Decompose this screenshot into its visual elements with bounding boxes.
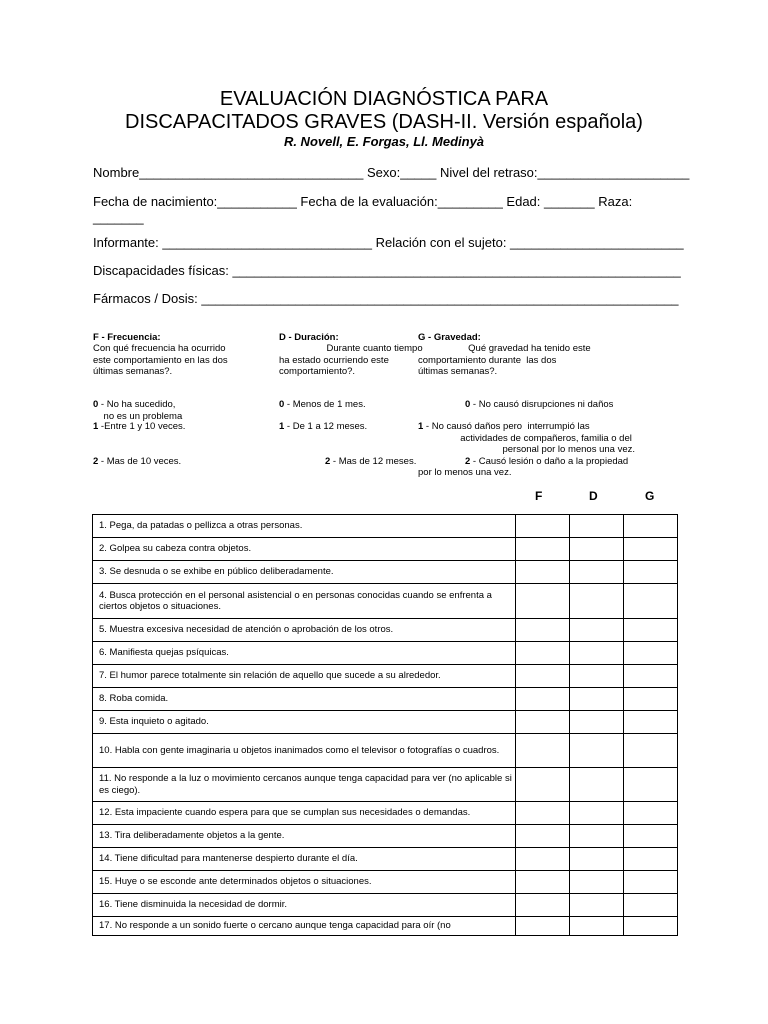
items-table xyxy=(92,514,678,936)
item-text: 13. Tira deliberadamente objetos a la gente. xyxy=(93,825,516,848)
item-row xyxy=(93,802,678,825)
item-row xyxy=(93,642,678,665)
answer-cell-d[interactable] xyxy=(570,561,624,584)
answer-cell-f[interactable] xyxy=(516,825,570,848)
answer-cell-f[interactable] xyxy=(516,871,570,894)
answer-cell-f[interactable] xyxy=(516,734,570,768)
answer-cell-f[interactable] xyxy=(516,538,570,561)
answer-cell-f[interactable] xyxy=(516,802,570,825)
answer-cell-g[interactable] xyxy=(624,515,678,538)
item-text: 15. Huye o se esconde ante determinados objetos o situaciones. xyxy=(93,871,516,894)
item-text: 11. No responde a la luz o movimiento cercanos aunque tenga capacidad para ver (no aplicable si es ciego). xyxy=(93,768,516,802)
item-text: 14. Tiene dificultad para mantenerse despierto durante el día. xyxy=(93,848,516,871)
item-text: 9. Esta inquieto o agitado. xyxy=(93,711,516,734)
answer-cell-g[interactable] xyxy=(624,688,678,711)
legend-d0: 0 - Menos de 1 mes. xyxy=(279,399,366,410)
field-row-informant[interactable]: Informante: _____________________________ Relación con el sujeto: ________________________ xyxy=(93,235,684,250)
column-header-f: F xyxy=(535,489,543,503)
answer-cell-d[interactable] xyxy=(570,688,624,711)
legend-severity-title: G - Gravedad: xyxy=(418,332,481,343)
item-row xyxy=(93,538,678,561)
item-row xyxy=(93,665,678,688)
item-row xyxy=(93,848,678,871)
answer-cell-g[interactable] xyxy=(624,711,678,734)
legend-g2-first: 2 - Causó lesión o daño a la propiedad xyxy=(465,456,629,467)
authors: R. Novell, E. Forgas, Ll. Medinyà xyxy=(283,134,485,149)
legend-f2: 2 - Mas de 10 veces. xyxy=(93,456,182,467)
item-row xyxy=(93,619,678,642)
item-row xyxy=(93,584,678,619)
field-row-drugs[interactable]: Fármacos / Dosis: __________________________________________________________________ xyxy=(93,291,679,306)
legend-f0: 0 - No ha sucedido, no es un problema xyxy=(93,399,183,422)
item-text: 17. No responde a un sonido fuerte o cercano aunque tenga capacidad para oír (no xyxy=(93,917,516,936)
answer-cell-d[interactable] xyxy=(570,825,624,848)
field-row-disabilities[interactable]: Discapacidades físicas: ______________________________________________________________ xyxy=(93,263,681,278)
answer-cell-d[interactable] xyxy=(570,734,624,768)
item-row xyxy=(93,917,678,936)
answer-cell-f[interactable] xyxy=(516,515,570,538)
item-row xyxy=(93,711,678,734)
answer-cell-d[interactable] xyxy=(570,584,624,619)
answer-cell-g[interactable] xyxy=(624,561,678,584)
answer-cell-f[interactable] xyxy=(516,642,570,665)
answer-cell-f[interactable] xyxy=(516,848,570,871)
answer-cell-d[interactable] xyxy=(570,711,624,734)
item-row xyxy=(93,871,678,894)
item-text: 8. Roba comida. xyxy=(93,688,516,711)
answer-cell-f[interactable] xyxy=(516,619,570,642)
item-text: 4. Busca protección en el personal asistencial o en personas conocidas cuando se enfrenta a ciertos objetos o situaciones. xyxy=(93,584,516,619)
answer-cell-f[interactable] xyxy=(516,711,570,734)
item-text: 10. Habla con gente imaginaria u objetos inanimados como el televisor o fotografías o cuadros. xyxy=(93,734,516,768)
legend-g2-second: por lo menos una vez. xyxy=(418,467,512,478)
legend-severity-desc: Qué gravedad ha tenido este comportamiento durante las dos últimas semanas?. xyxy=(418,343,591,377)
answer-cell-d[interactable] xyxy=(570,871,624,894)
field-row-name[interactable]: Nombre_______________________________ Sexo:_____ Nivel del retraso:_____________________ xyxy=(93,165,690,180)
legend-d1: 1 - De 1 a 12 meses. xyxy=(279,421,368,432)
answer-cell-g[interactable] xyxy=(624,734,678,768)
answer-cell-d[interactable] xyxy=(570,917,624,936)
legend-duration-title: D - Duración: xyxy=(279,332,339,343)
legend-duration-desc: Durante cuanto tiempo ha estado ocurriendo este comportamiento?. xyxy=(279,343,423,377)
title-line-1: EVALUACIÓN DIAGNÓSTICA PARA xyxy=(219,88,549,110)
legend-f1: 1 -Entre 1 y 10 veces. xyxy=(93,421,186,432)
answer-cell-g[interactable] xyxy=(624,825,678,848)
field-row-dates[interactable]: Fecha de nacimiento:___________ Fecha de la evaluación:_________ Edad: _______ Raza: xyxy=(93,194,633,209)
answer-cell-f[interactable] xyxy=(516,584,570,619)
answer-cell-f[interactable] xyxy=(516,768,570,802)
answer-cell-g[interactable] xyxy=(624,917,678,936)
answer-cell-f[interactable] xyxy=(516,665,570,688)
answer-cell-d[interactable] xyxy=(570,515,624,538)
answer-cell-f[interactable] xyxy=(516,688,570,711)
item-text: 7. El humor parece totalmente sin relación de aquello que sucede a su alrededor. xyxy=(93,665,516,688)
answer-cell-g[interactable] xyxy=(624,768,678,802)
column-header-d: D xyxy=(589,489,598,503)
answer-cell-g[interactable] xyxy=(624,802,678,825)
item-text: 1. Pega, da patadas o pellizca a otras personas. xyxy=(93,515,516,538)
title-line-2: DISCAPACITADOS GRAVES (DASH-II. Versión española) xyxy=(125,111,643,133)
item-text: 3. Se desnuda o se exhibe en público deliberadamente. xyxy=(93,561,516,584)
answer-cell-d[interactable] xyxy=(570,619,624,642)
answer-cell-d[interactable] xyxy=(570,802,624,825)
answer-cell-g[interactable] xyxy=(624,894,678,917)
answer-cell-g[interactable] xyxy=(624,642,678,665)
item-text: 5. Muestra excesiva necesidad de atención o aprobación de los otros. xyxy=(93,619,516,642)
answer-cell-d[interactable] xyxy=(570,894,624,917)
item-row xyxy=(93,894,678,917)
answer-cell-f[interactable] xyxy=(516,917,570,936)
item-text: 2. Golpea su cabeza contra objetos. xyxy=(93,538,516,561)
item-text: 6. Manifiesta quejas psíquicas. xyxy=(93,642,516,665)
answer-cell-g[interactable] xyxy=(624,619,678,642)
answer-cell-d[interactable] xyxy=(570,665,624,688)
answer-cell-g[interactable] xyxy=(624,871,678,894)
item-row xyxy=(93,825,678,848)
column-header-g: G xyxy=(645,489,655,503)
item-row xyxy=(93,688,678,711)
answer-cell-f[interactable] xyxy=(516,894,570,917)
legend-g1: 1 - No causó daños pero interrumpió las actividades de compañeros, familia o del personal por lo menos una vez. xyxy=(418,421,636,455)
answer-cell-d[interactable] xyxy=(570,848,624,871)
answer-cell-g[interactable] xyxy=(624,538,678,561)
answer-cell-d[interactable] xyxy=(570,642,624,665)
legend-frequency-title: F - Frecuencia: xyxy=(93,332,161,343)
item-row xyxy=(93,768,678,802)
field-row-race-blank[interactable]: _______ xyxy=(93,210,144,225)
item-row xyxy=(93,515,678,538)
legend-frequency-desc: Con qué frecuencia ha ocurrido este comportamiento en las dos últimas semanas?. xyxy=(93,343,228,377)
legend-d2: 2 - Mas de 12 meses. xyxy=(325,456,417,467)
answer-cell-d[interactable] xyxy=(570,768,624,802)
answer-cell-d[interactable] xyxy=(570,538,624,561)
item-text: 12. Esta impaciente cuando espera para que se cumplan sus necesidades o demandas. xyxy=(93,802,516,825)
item-text: 16. Tiene disminuida la necesidad de dormir. xyxy=(93,894,516,917)
answer-cell-f[interactable] xyxy=(516,561,570,584)
answer-cell-g[interactable] xyxy=(624,848,678,871)
answer-cell-g[interactable] xyxy=(624,665,678,688)
item-row xyxy=(93,734,678,768)
item-row xyxy=(93,561,678,584)
legend-g0: 0 - No causó disrupciones ni daños xyxy=(465,399,614,410)
answer-cell-g[interactable] xyxy=(624,584,678,619)
